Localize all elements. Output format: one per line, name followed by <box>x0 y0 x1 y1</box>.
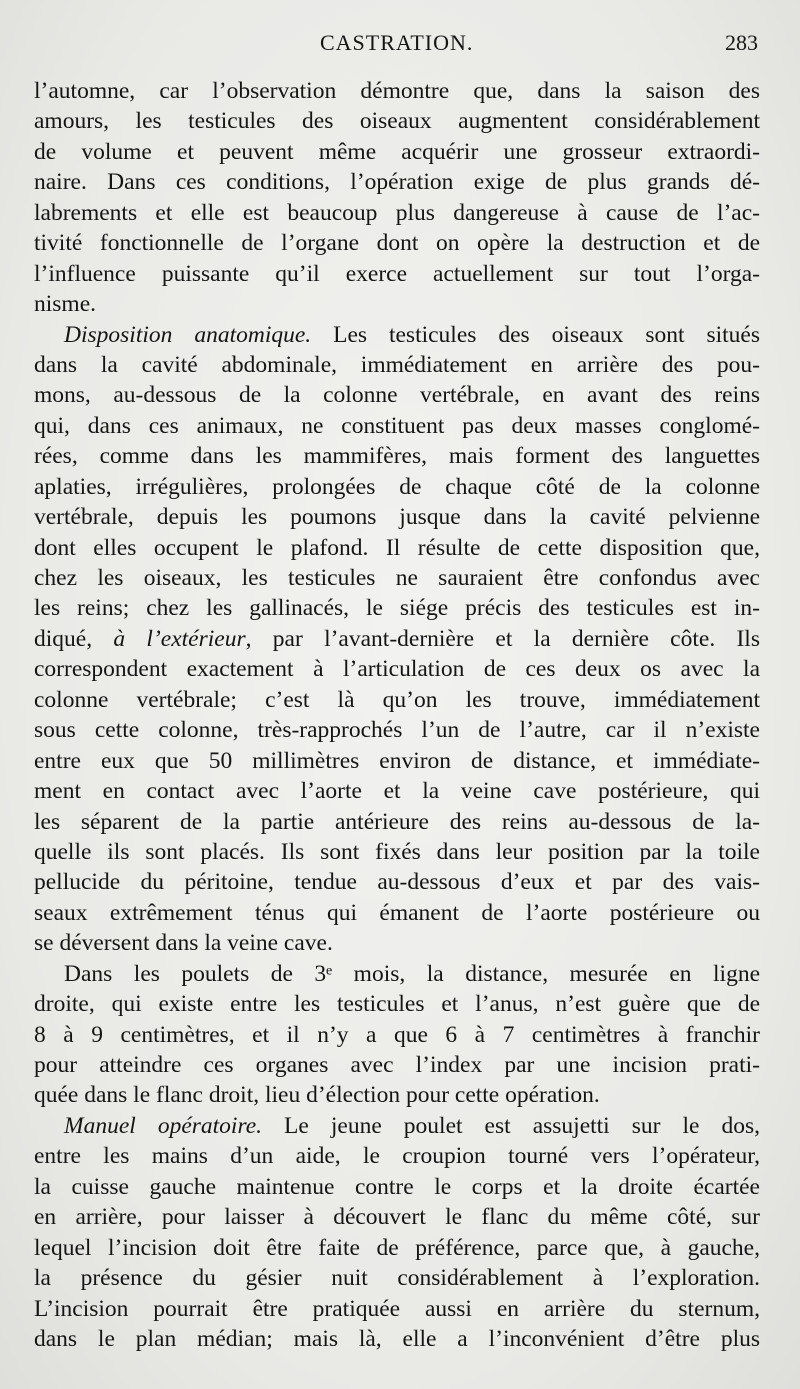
text-line: l’automne, car l’observation démontre que, dans la saison des <box>34 78 760 104</box>
text-line: sous cette colonne, très-rapprochés l’un de l’autre, car il n’existe <box>34 717 760 744</box>
italic-span: à l’extérieur <box>113 625 246 652</box>
text-line <box>34 320 760 350</box>
text-line: droite, qui existe entre les testicules et l’anus, n’est guère que de <box>34 991 760 1018</box>
text-span: diqué, <box>34 625 114 652</box>
section-heading: Disposition anatomique. <box>64 321 312 348</box>
text-line <box>34 624 760 654</box>
text-line: l’influence puissante qu’il exerce actuellement sur tout l’orga- <box>34 260 760 287</box>
text-line: qui, dans ces animaux, ne constituent pas deux masses conglomé- <box>34 412 760 439</box>
text-line: mons, au-dessous de la colonne vertébrale, en avant des reins <box>34 382 760 409</box>
text-line: quelle ils sont placés. Ils sont fixés dans leur position par la toile <box>34 838 760 865</box>
text-line: tivité fonctionnelle de l’organe dont on opère la destruction et de <box>34 230 760 257</box>
text-span: , par l’avant-dernière et la dernière côte. Ils <box>245 625 760 652</box>
running-title: CASTRATION. <box>320 30 474 55</box>
text-line: entre eux que 50 millimètres environ de distance, et immédiate- <box>34 747 760 774</box>
text-line: la présence du gésier nuit considérablement à l’exploration. <box>34 1265 760 1292</box>
page-number: 283 <box>725 30 758 55</box>
text-line: les séparent de la partie antérieure des reins au-dessous de la- <box>34 808 760 835</box>
page-header <box>0 30 800 62</box>
text-line: la cuisse gauche maintenue contre le corps et la droite écartée <box>34 1173 760 1200</box>
text-line: amours, les testicules des oiseaux augmentent considérablement <box>34 108 760 135</box>
text-line: Dans les poulets de 3ᵉ mois, la distance, mesurée en ligne <box>64 960 760 987</box>
text-line: 8 à 9 centimètres, et il n’y a que 6 à 7 centimètres à franchir <box>34 1021 760 1048</box>
section-heading: Manuel opératoire. <box>64 1112 263 1139</box>
text-line: lequel l’incision doit être faite de préférence, parce que, à gauche, <box>34 1234 760 1261</box>
text-line: rées, comme dans les mammifères, mais forment des languettes <box>34 443 760 470</box>
text-line: ment en contact avec l’aorte et la veine cave postérieure, qui <box>34 778 760 805</box>
text-line: en arrière, pour laisser à découvert le flanc du même côté, sur <box>34 1204 760 1231</box>
text-line: colonne vertébrale; c’est là qu’on les trouve, immédiatement <box>34 686 760 713</box>
text-span: Le jeune poulet est assujetti sur le dos, <box>262 1112 760 1139</box>
text-line: pellucide du péritoine, tendue au-dessous d’eux et par des vais- <box>34 869 760 896</box>
text-line: dans la cavité abdominale, immédiatement en arrière des pou- <box>34 351 760 378</box>
body-text <box>34 76 760 1354</box>
paragraph <box>34 959 760 1111</box>
text-line: L’incision pourrait être pratiquée aussi en arrière du sternum, <box>34 1295 760 1322</box>
text-line: chez les oiseaux, les testicules ne sauraient être confondus avec <box>34 565 760 591</box>
paragraph <box>34 76 760 320</box>
text-line: dans le plan médian; mais là, elle a l’inconvénient d’être plus <box>34 1325 760 1352</box>
text-span: Les testicules des oiseaux sont situés <box>311 321 760 348</box>
paragraph <box>34 320 760 959</box>
text-line: entre les mains d’un aide, le croupion tourné vers l’opérateur, <box>34 1143 760 1170</box>
text-line: seaux extrêmement ténus qui émanent de l’aorte postérieure ou <box>34 899 760 926</box>
text-line: aplaties, irrégulières, prolongées de chaque côté de la colonne <box>34 473 760 500</box>
text-line: nisme. <box>34 291 97 318</box>
text-line: de volume et peuvent même acquérir une grosseur extraordi- <box>34 138 760 165</box>
text-line: vertébrale, depuis les poumons jusque dans la cavité pelvienne <box>34 504 760 531</box>
text-line: pour atteindre ces organes avec l’index par une incision prati- <box>34 1052 760 1078</box>
paragraph <box>34 1111 760 1355</box>
text-line <box>34 1111 760 1141</box>
text-line: labrements et elle est beaucoup plus dangereuse à cause de l’ac- <box>34 199 760 226</box>
text-line: les reins; chez les gallinacés, le siége précis des testicules est in- <box>34 595 760 622</box>
text-line: naire. Dans ces conditions, l’opération exige de plus grands dé- <box>34 169 760 196</box>
text-line: dont elles occupent le plafond. Il résulte de cette disposition que, <box>34 534 760 561</box>
text-line: quée dans le flanc droit, lieu d’élection pour cette opération. <box>34 1082 600 1109</box>
text-line: correspondent exactement à l’articulation de ces deux os avec la <box>34 656 760 683</box>
text-line: se déversent dans la veine cave. <box>34 930 333 957</box>
